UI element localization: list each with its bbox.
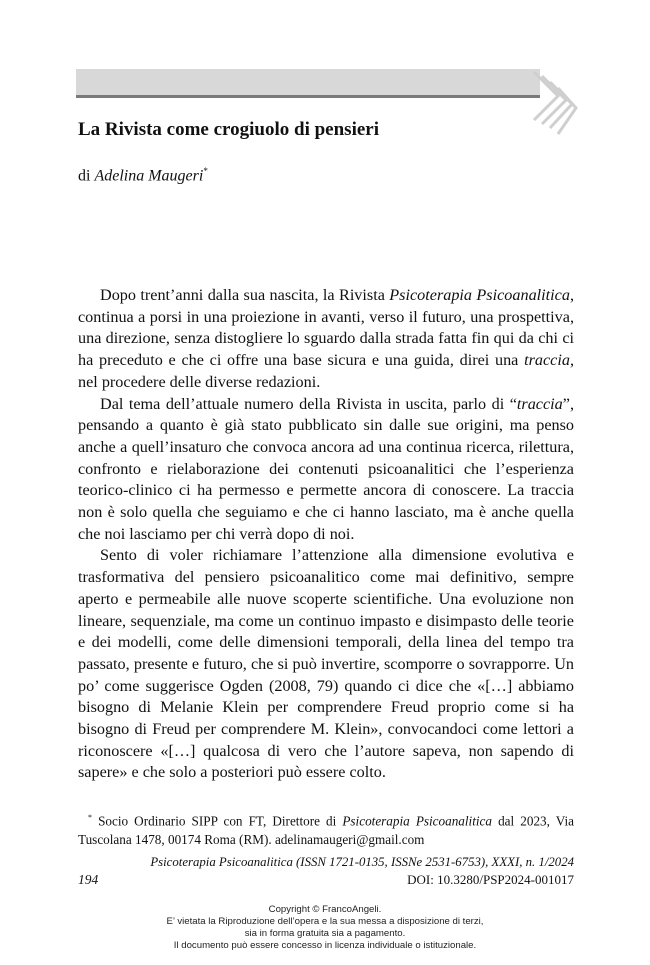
copyright-line: E’ vietata la Riproduzione dell’opera e la sua messa a disposizione di terzi, — [166, 916, 484, 927]
paragraph-1 — [78, 285, 574, 394]
paragraph-3 — [78, 545, 574, 784]
text-segment: Dal tema dell’attuale numero della Rivista in uscita, parlo di “ — [100, 394, 517, 413]
byline-prefix: di — [78, 167, 91, 185]
copyright-line: Copyright © FrancoAngeli. — [268, 904, 382, 915]
italic-text-segment: traccia — [516, 394, 563, 413]
footnote-marker: * — [88, 813, 92, 822]
article-body — [78, 285, 574, 784]
header-band — [76, 69, 540, 98]
article-title: La Rivista come crogiuolo di pensieri — [78, 119, 379, 140]
copyright-notice — [0, 904, 650, 952]
author-name: Adelina Maugeri — [94, 167, 204, 185]
author-footnote-marker: * — [203, 166, 208, 176]
text-segment: , continua a porsi in una proiezione in avanti, verso il futuro, una prospettiva, una direzione, senza distogliere lo sguardo dalla strada fatta fin qui da chi ci ha preceduto e che ci offre una base sicura e una guida, direi una — [78, 286, 574, 370]
byline — [78, 160, 208, 187]
journal-citation: Psicoterapia Psicoanalitica (ISSN 1721-0135, ISSNe 2531-6753), XXXI, n. 1/2024 — [150, 855, 574, 869]
italic-text-segment: Psicoterapia Psicoanalitica — [389, 286, 570, 304]
page-number: 194 — [78, 872, 99, 887]
copyright-line: sia in forma gratuita sia a pagamento. — [244, 928, 406, 939]
paragraph-2 — [78, 394, 574, 546]
footnote-text — [78, 813, 574, 847]
doi: DOI: 10.3280/PSP2024-001017 — [407, 872, 574, 887]
text-segment: Dopo trent’anni dalla sua nascita, la Rivista — [100, 286, 390, 304]
text-segment: , nel procedere delle diverse redazioni. — [78, 351, 574, 391]
chevron-arrows-icon — [528, 70, 578, 140]
footnote — [78, 808, 574, 849]
text-segment: dal 2023, Via Tuscolana 1478, 00174 Roma (RM). adelinamaugeri@gmail.com — [78, 813, 575, 848]
text-segment: ”, pensando a quanto è già stato pubblicato sin dalle sue origini, ma penso anche a quell’insaturo che convoca ancora ad una continua ricerca, rilettura, confronto e rielaborazione dei contenuti psicoanalitici che l’esperienza teorico-clinico ci ha permesso e permette ancora di conoscere. La traccia non è solo quella che seguiamo e che ci hanno lasciato, ma è anche quella che noi lasciamo per chi verrà dopo di noi. — [78, 394, 574, 543]
text-segment: Socio Ordinario SIPP con FT, Direttore di — [98, 813, 343, 829]
copyright-line: Il documento può essere concesso in licenza individuale o istituzionale. — [173, 940, 477, 951]
italic-text-segment: traccia — [524, 351, 570, 370]
text-segment: Sento di voler richiamare l’attenzione alla dimensione evolutiva e trasformativa del pensiero psicoanalitico come mai definitivo, sempre aperto e permeabile alle nuove scoperte scientifiche. Una evoluzione non lineare, sequenziale, ma come un continuo impasto e disimpasto delle teorie e dei modelli, come delle dimensioni temporali, della linea del tempo tra passato, presente e futuro, che si può invertire, scomporre o sovrapporre. Un po’ come suggerisce Ogden (2008, 79) quando ci dice che «[…] abbiamo bisogno di Melanie Klein per comprendere Freud proprio come si ha bisogno di Freud per comprendere M. Klein», convocandoci come lettori a riconoscere «[…] qualcosa di vero che l’autore sapeva, non sapendo di sapere» e che solo a posteriori può essere colto. — [78, 546, 574, 782]
italic-text-segment: Psicoterapia Psicoanalitica — [342, 813, 493, 829]
